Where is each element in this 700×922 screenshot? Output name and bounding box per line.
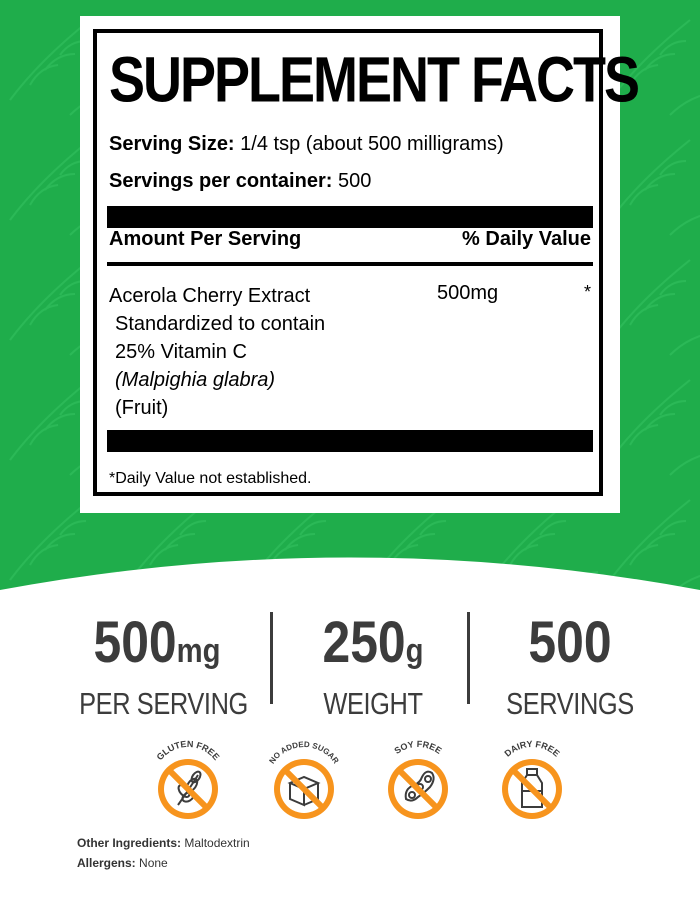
stat-divider — [270, 612, 273, 704]
ingredient-line: (Fruit) — [115, 397, 169, 419]
footnote: *Daily Value not established. — [109, 470, 312, 487]
stat-unit: mg — [176, 632, 221, 670]
allergens-label: Allergens: — [77, 856, 136, 870]
stat-unit: g — [405, 632, 424, 670]
allergens-line — [77, 856, 168, 870]
other-ingredients-label: Other Ingredients: — [77, 836, 182, 850]
badge-soy-free — [370, 733, 466, 829]
badge-label: DAIRY FREE — [502, 738, 562, 759]
stat-per-serving — [62, 612, 252, 722]
amount-per-serving-header: Amount Per Serving — [109, 228, 302, 250]
stat-number: 250 — [322, 610, 406, 675]
ingredient-line: (Malpighia glabra) — [115, 369, 276, 391]
supplement-facts-card — [80, 16, 639, 513]
stat-label: PER SERVING — [79, 686, 248, 721]
badge-label: GLUTEN FREE — [154, 738, 222, 763]
other-ingredients-line — [77, 836, 250, 850]
badge-dairy-free — [484, 733, 580, 829]
servings-label: Servings per container: — [109, 170, 333, 192]
header-rule — [107, 262, 593, 266]
supplement-facts-frame — [93, 29, 639, 496]
serving-size-row — [109, 133, 504, 156]
servings-row — [109, 170, 371, 193]
serving-size-value: 1/4 tsp (about 500 milligrams) — [240, 133, 504, 155]
stat-servings — [475, 612, 665, 722]
thick-divider-bottom — [107, 430, 593, 452]
servings-value: 500 — [337, 170, 372, 192]
ingredient-line: Acerola Cherry Extract — [109, 285, 311, 307]
daily-value-marker: * — [583, 282, 591, 302]
ingredient-line: Standardized to contain — [115, 313, 326, 335]
stat-number: 500 — [528, 610, 612, 675]
other-ingredients-value: Maltodextrin — [184, 836, 250, 850]
svg-text:GLUTEN FREE — [155, 739, 222, 762]
ingredient-line: 25% Vitamin C — [115, 341, 247, 363]
stat-divider — [467, 612, 470, 704]
svg-text:DAIRY FREE — [502, 739, 561, 759]
badge-label: NO ADDED SUGAR — [267, 739, 341, 766]
serving-size-label: Serving Size: — [109, 133, 235, 155]
badge-label: SOY FREE — [392, 738, 444, 756]
stat-number: 500 — [93, 610, 177, 675]
stat-weight — [278, 612, 468, 722]
badge-gluten-free — [140, 733, 236, 829]
ingredient-block — [109, 282, 325, 422]
facts-title: SUPPLEMENT FACTS — [109, 45, 639, 116]
daily-value-header: % Daily Value — [462, 228, 591, 250]
badge-no-added-sugar — [256, 733, 352, 829]
thick-divider-top — [107, 206, 593, 228]
svg-text:SOY FREE — [392, 739, 443, 756]
allergens-value: None — [139, 856, 168, 870]
stat-label: SERVINGS — [506, 686, 634, 721]
ingredient-amount: 500mg — [437, 282, 499, 304]
stat-label: WEIGHT — [323, 686, 423, 721]
